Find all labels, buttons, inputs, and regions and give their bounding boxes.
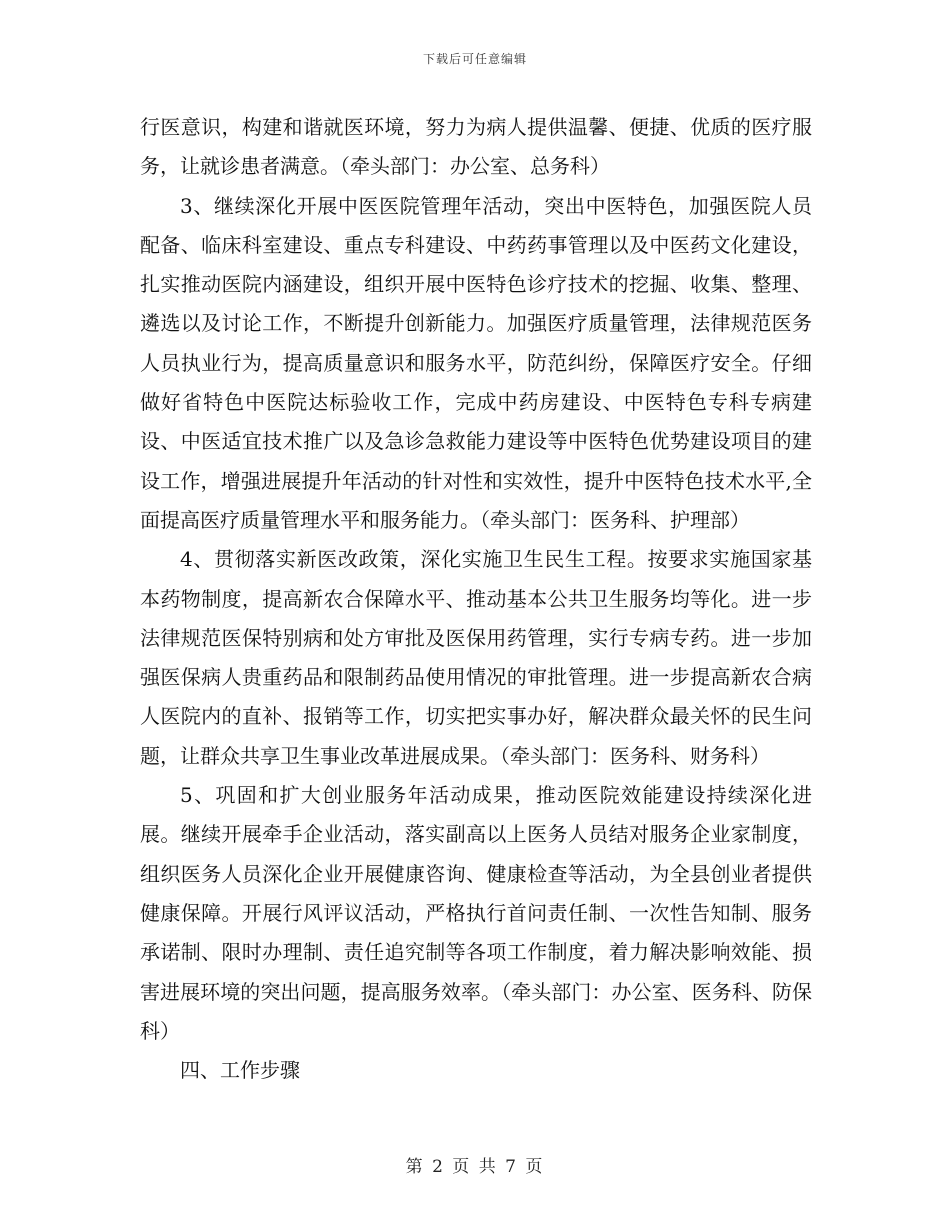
section-heading-work-steps: 四、工作步骤	[180, 1058, 300, 1083]
page-header: 下载后可任意编辑	[422, 52, 527, 66]
paragraph-item-3: 3、继续深化开展中医医院管理年活动，突出中医特色，加强医院人员配备、临床科室建设、重点专科建设、中药药事管理以及中医药文化建设，扎实推动医院内涵建设，组织开展中医特色诊疗技术的挖掘、收集、整理、遴选以及讨论工作，不断提升创新能力。加强医疗质量管理，法律规范医务人员执业行为，提高质量意识和服务水平，防范纠纷，保障医疗安全。仔细做好省特色中医院达标验收工作，完成中药房建设、中医特色专科专病建设、中医适宜技术推广以及急诊急救能力建设等中医特色优势建设项目的建设工作，增强进展提升年活动的针对性和实效性，提升中医特色技术水平,全面提高医疗质量管理水平和服务能力。（牵头部门：医务科、护理部）	[140, 193, 812, 532]
page-number: 第 2 页 共 7 页	[405, 1157, 545, 1177]
document-body	[140, 108, 812, 1090]
paragraph-item-4: 4、贯彻落实新医改政策，深化实施卫生民生工程。按要求实施国家基本药物制度，提高新农合保障水平、推动基本公共卫生服务均等化。进一步法律规范医保特别病和处方审批及医保用药管理，实行专病专药。进一步加强医保病人贵重药品和限制药品使用情况的审批管理。进一步提高新农合病人医院内的直补、报销等工作，切实把实事办好，解决群众最关怀的民生问题，让群众共享卫生事业改革进展成果。（牵头部门：医务科、财务科）	[140, 547, 812, 768]
paragraph-continuation: 行医意识，构建和谐就医环境，努力为病人提供温馨、便捷、优质的医疗服务，让就诊患者满意。（牵头部门：办公室、总务科）	[140, 115, 812, 179]
paragraph-item-5: 5、巩固和扩大创业服务年活动成果，推动医院效能建设持续深化进展。继续开展牵手企业活动，落实副高以上医务人员结对服务企业家制度，组织医务人员深化企业开展健康咨询、健康检查等活动，为全县创业者提供健康保障。开展行风评议活动，严格执行首问责任制、一次性告知制、服务承诺制、限时办理制、责任追究制等各项工作制度，着力解决影响效能、损害进展环境的突出问题，提高服务效率。（牵头部门：办公室、医务科、防保科）	[140, 783, 812, 1043]
